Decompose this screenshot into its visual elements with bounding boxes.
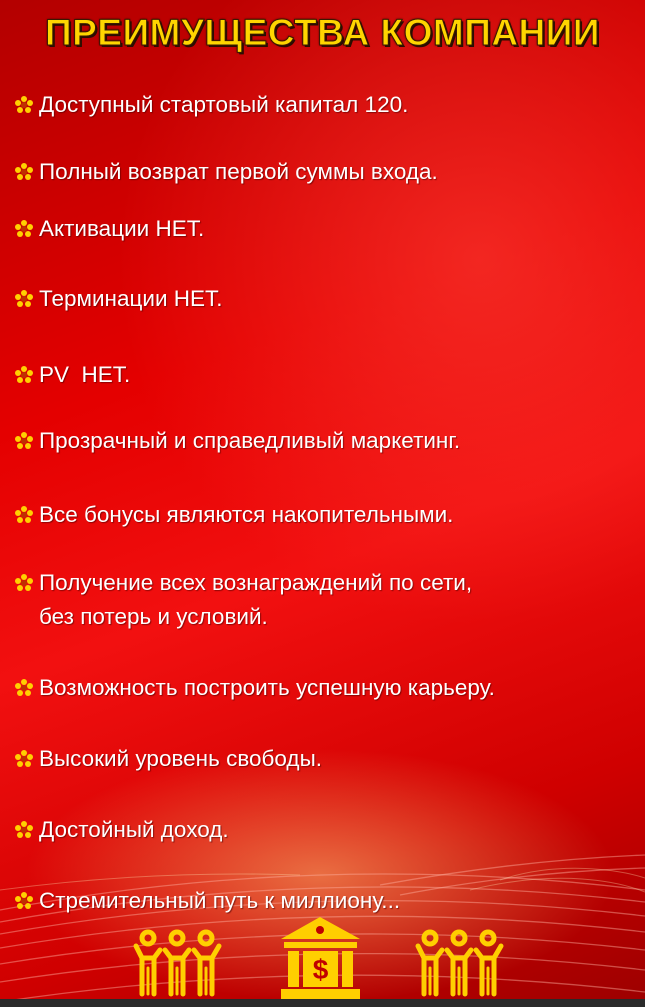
list-item-text: Высокий уровень свободы. [39,746,322,771]
list-item-text: Достойный доход. [39,817,229,842]
flower-bullet-icon [14,219,34,239]
list-item [14,88,637,122]
flower-bullet-icon [14,573,34,593]
list-item-text: Терминации НЕТ. [39,286,223,311]
list-item [14,884,637,918]
list-item-text: Доступный стартовый капитал 120. [39,92,409,117]
bottom-bar [0,999,645,1007]
list-item [14,212,637,246]
list-item-text-multiline [39,566,472,634]
list-item [14,424,637,458]
people-group-icon [130,928,225,1000]
list-item-text: Стремительный путь к миллиону... [39,888,401,913]
flower-bullet-icon [14,678,34,698]
list-item [14,358,637,392]
people-group-icon [412,928,507,1000]
flower-bullet-icon [14,289,34,309]
list-item [14,282,637,316]
page-title: ПРЕИМУЩЕСТВА КОМПАНИИ [45,12,600,53]
flower-bullet-icon [14,505,34,525]
list-item [14,155,637,189]
list-item-text: Активации НЕТ. [39,216,205,241]
list-item [14,813,637,847]
list-item-text: Полный возврат первой суммы входа. [39,159,438,184]
flower-bullet-icon [14,891,34,911]
bank-dollar-icon [278,915,363,1001]
list-item [14,566,637,634]
list-item-text: Возможность построить успешную карьеру. [39,675,495,700]
flower-bullet-icon [14,95,34,115]
list-item [14,742,637,776]
list-item-text: PV НЕТ. [39,362,131,387]
flower-bullet-icon [14,365,34,385]
flower-bullet-icon [14,431,34,451]
flower-bullet-icon [14,749,34,769]
flower-bullet-icon [14,820,34,840]
list-item-text-continued: без потерь и условий. [39,604,268,629]
list-item-text: Все бонусы являются накопительными. [39,502,454,527]
list-item [14,498,637,532]
list-item [14,671,637,705]
svg-text:$: $ [312,954,329,985]
list-item-text: Прозрачный и справедливый маркетинг. [39,428,461,453]
list-item-text: Получение всех вознаграждений по сети, [39,570,473,595]
flower-bullet-icon [14,162,34,182]
